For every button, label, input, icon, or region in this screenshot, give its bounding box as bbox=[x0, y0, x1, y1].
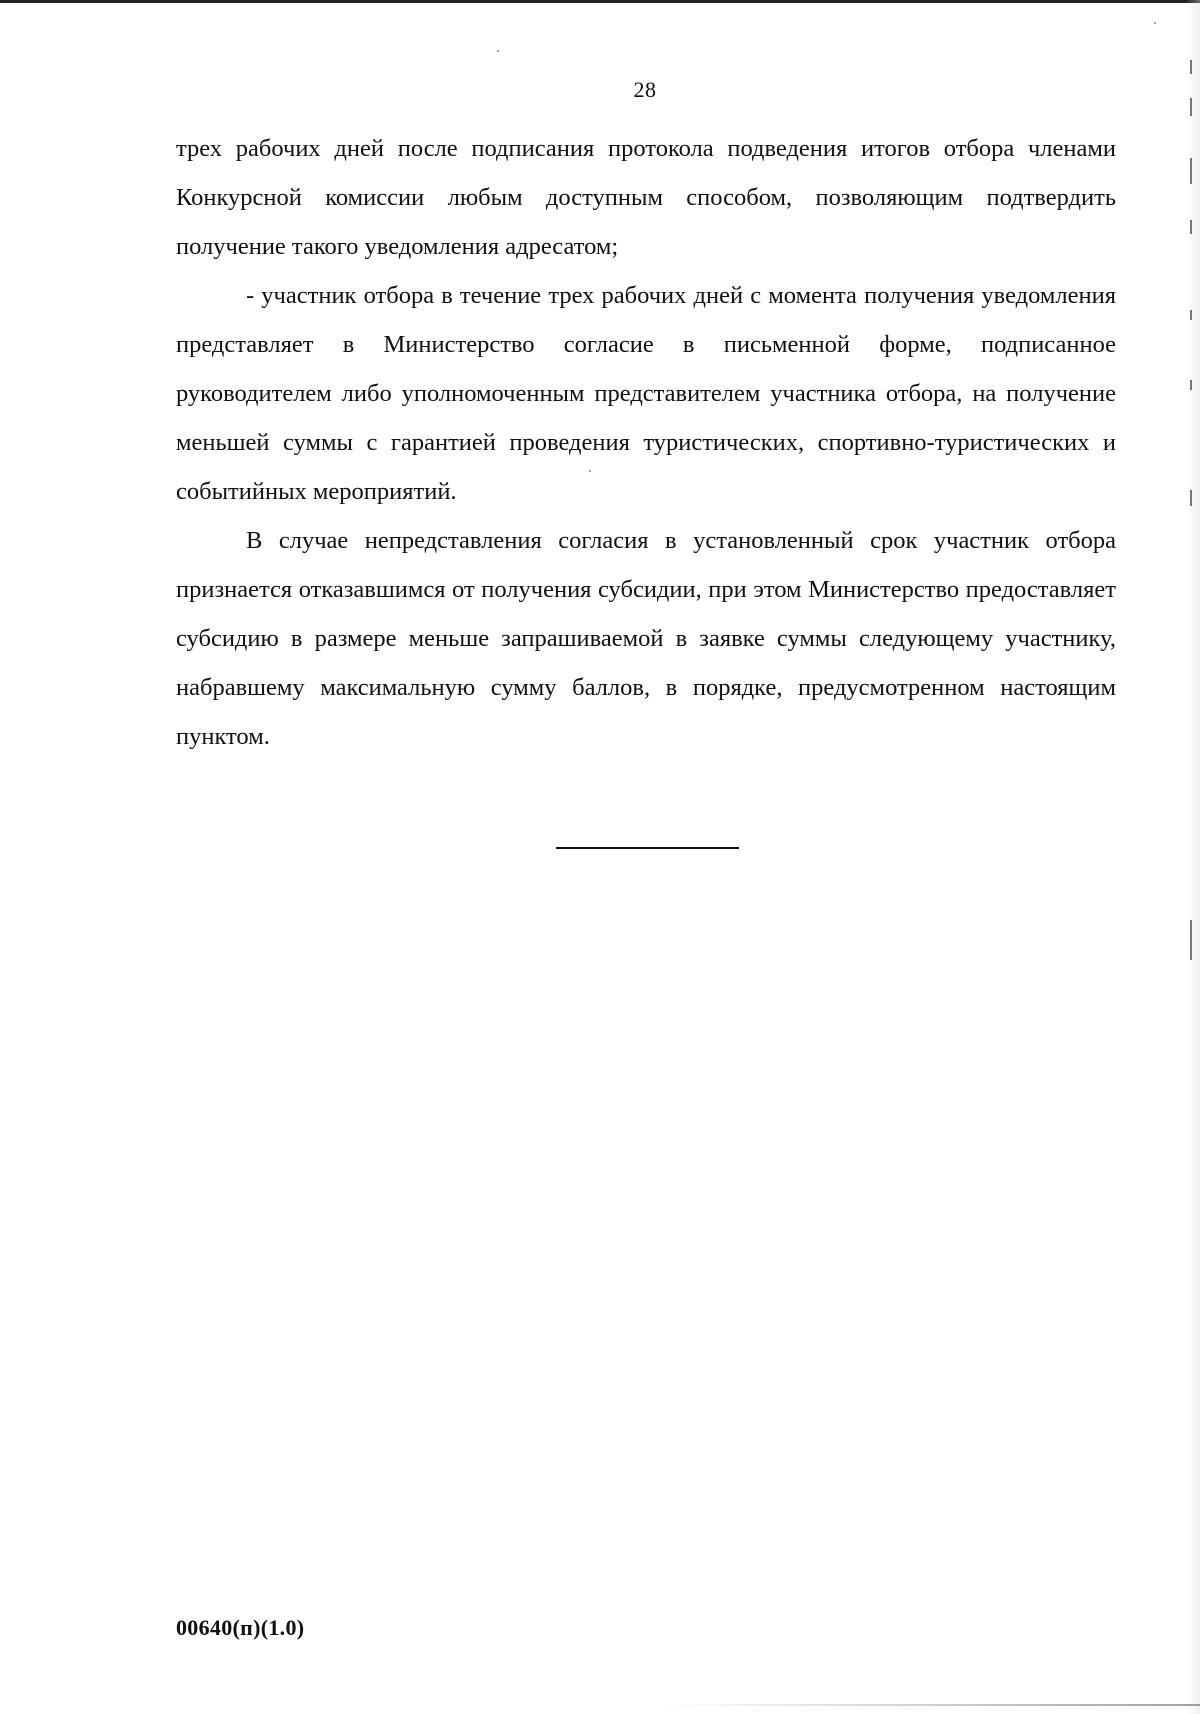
scan-top-border bbox=[0, 0, 1200, 3]
scan-speck bbox=[1154, 22, 1156, 24]
document-code: 00640(п)(1.0) bbox=[176, 1615, 305, 1640]
scan-edge-marks bbox=[1190, 60, 1194, 960]
paragraph-3: В случае непредставления согласия в установленный срок участник отбора признается отказавшимся от получения субсидии, при этом Министерство предоставляет субсидию в размере меньше запрашиваемой в заявке суммы следующему участнику, набравшему максимальную сумму баллов, в порядке, предусмотренном настоящим пунктом. bbox=[176, 527, 1116, 750]
paragraph-2: - участник отбора в течение трех рабочих дней с момента получения уведомления представляет в Министерство согласие в письменной форме, подписанное руководителем либо уполномоченным представителем участника отбора, на получение меньшей суммы с гарантией проведения туристических, спортивно-туристических и событийных мероприятий. bbox=[176, 282, 1116, 505]
scan-speck bbox=[497, 50, 499, 52]
paragraph-1: трех рабочих дней после подписания протокола подведения итогов отбора членами Конкурсной комиссии любым доступным способом, позволяющим подтвердить получение такого уведомления адресатом; bbox=[176, 135, 1116, 260]
page-number: 28 bbox=[633, 77, 657, 102]
section-end-line bbox=[556, 847, 739, 849]
scan-bottom-border bbox=[660, 1704, 1200, 1706]
document-body bbox=[176, 124, 1116, 761]
